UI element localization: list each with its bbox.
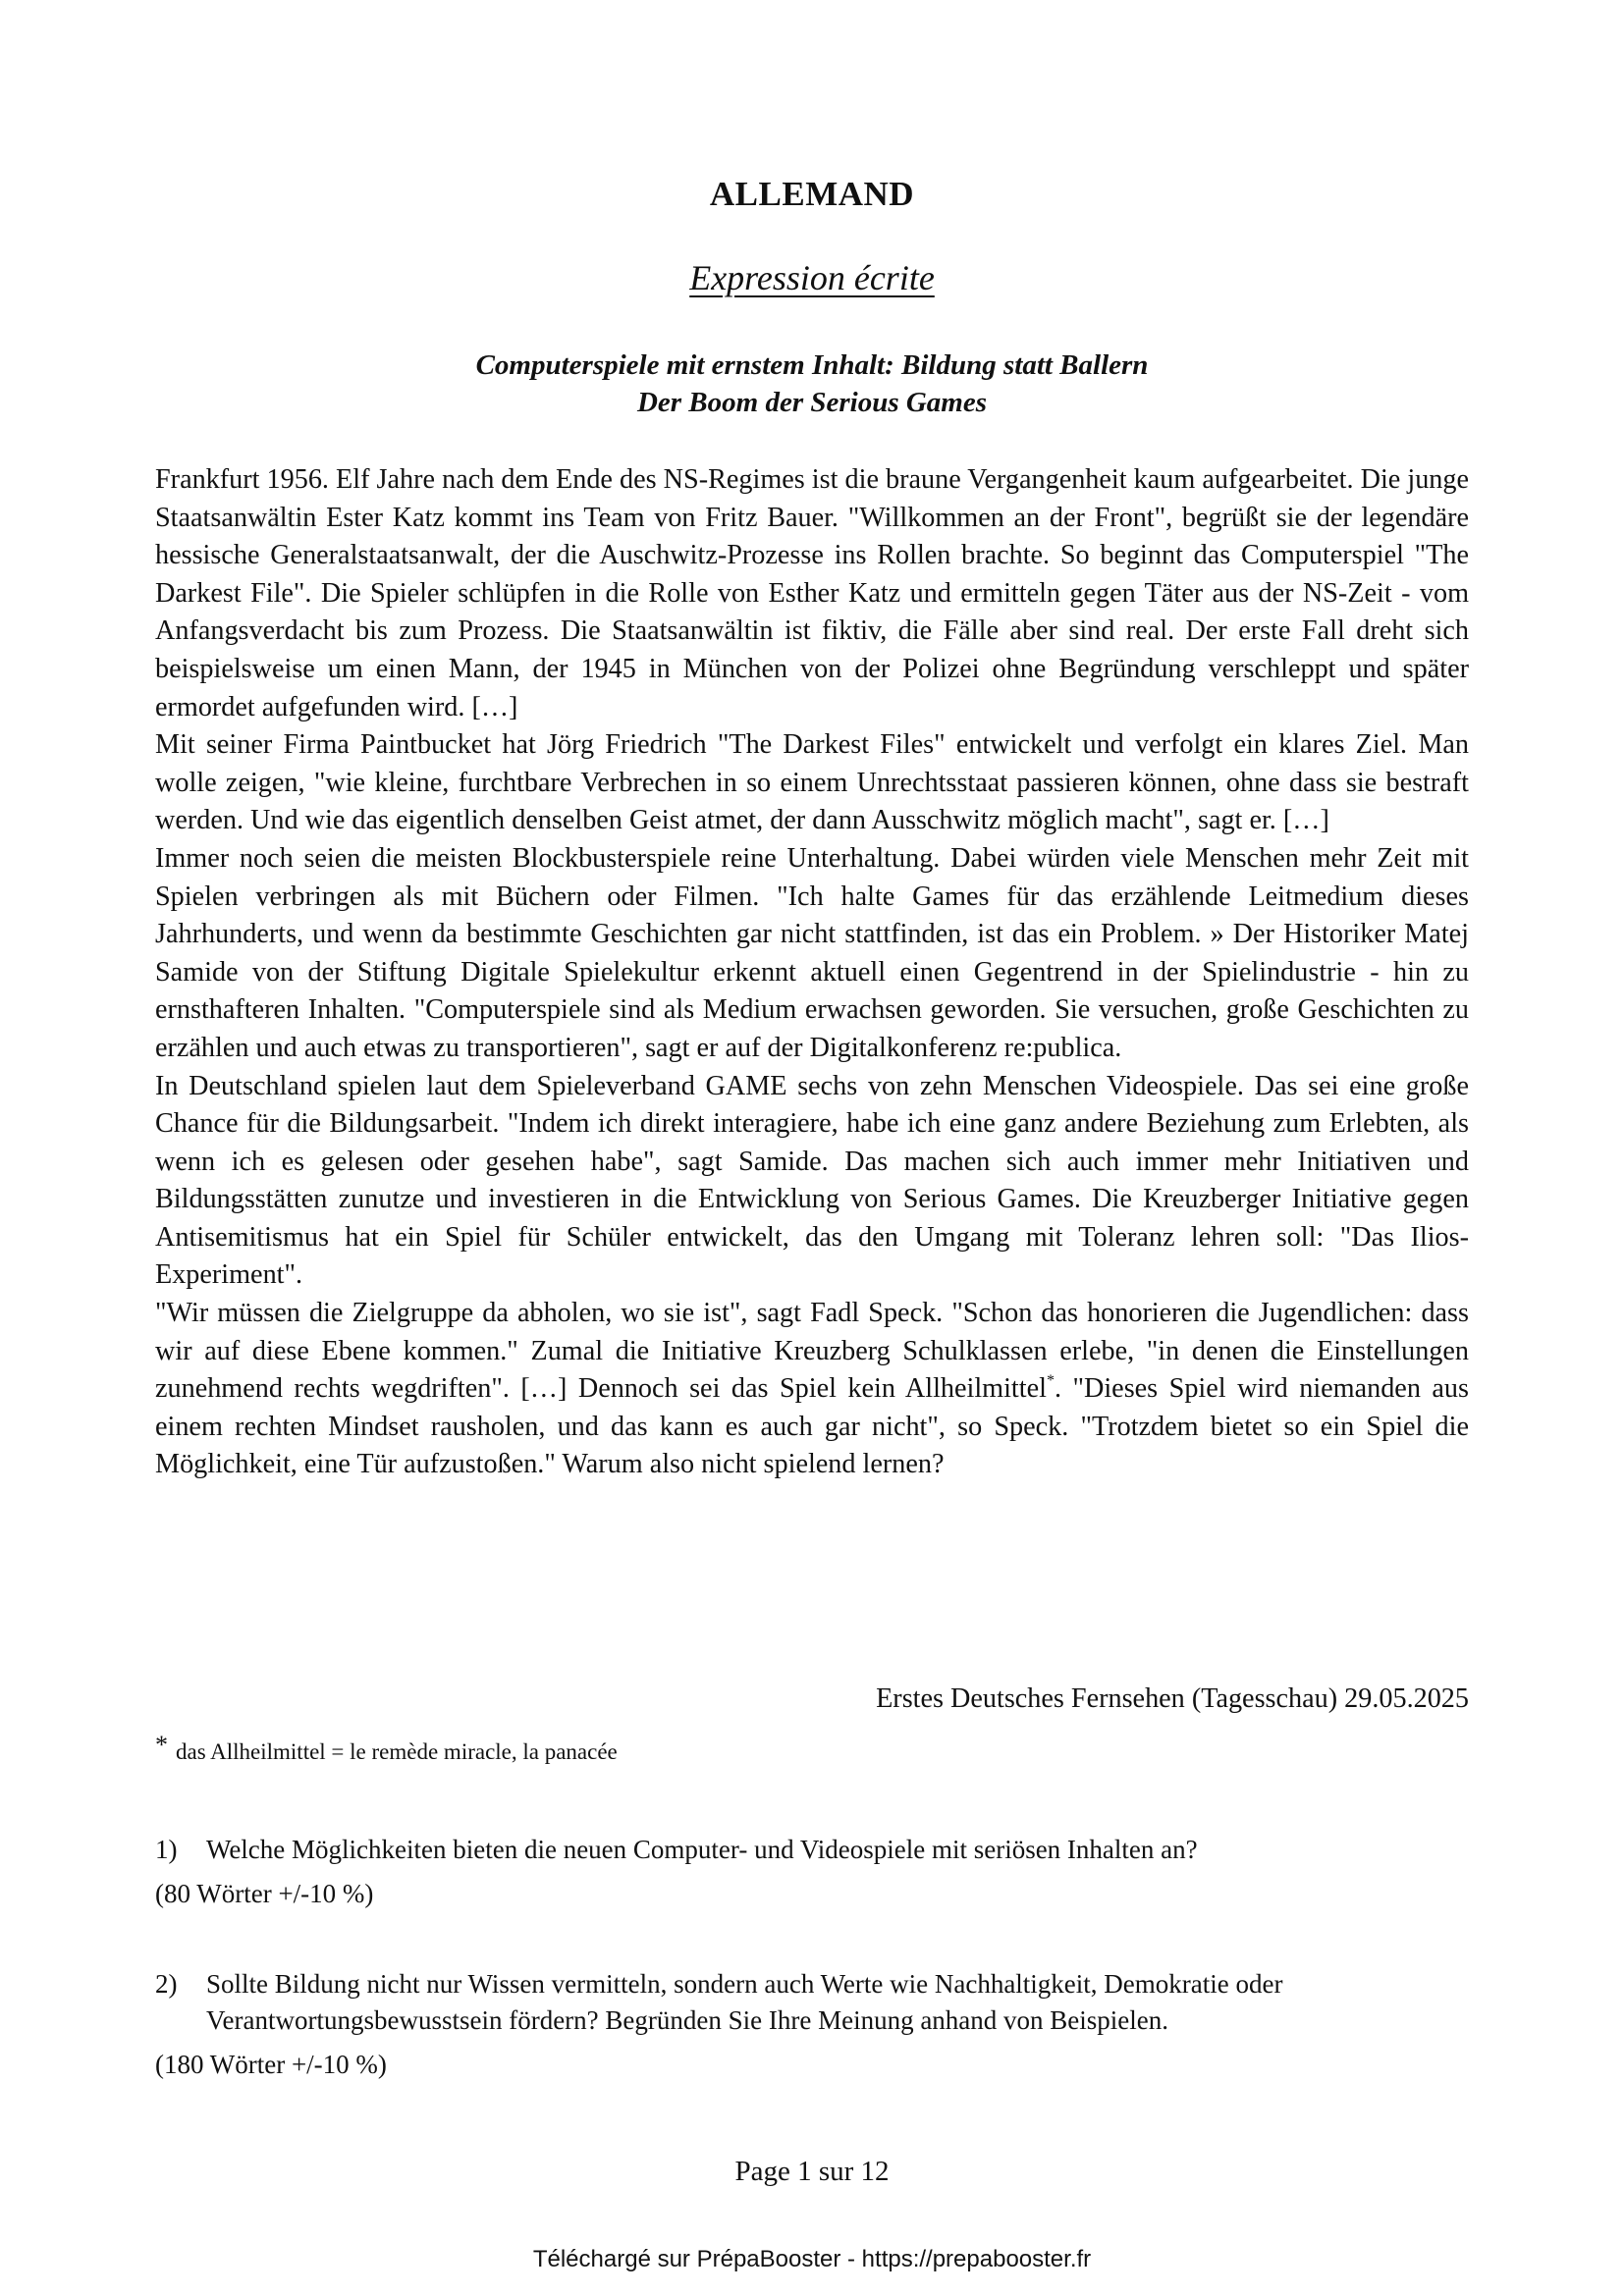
article-paragraph: Mit seiner Firma Paintbucket hat Jörg Friedrich "The Darkest Files" entwickelt und verfolgt ein klares Ziel. Man wolle zeigen, "wie kleine, furchtbare Verbrechen in so einem Unrechtsstaat passieren können, ohne dass sie bestraft werden. Und wie das eigentlich denselben Geist atmet, der dann Ausschwitz möglich macht", sagt er. […] bbox=[155, 729, 1469, 836]
article-paragraph-last bbox=[155, 1295, 1469, 1484]
article-paragraph: Immer noch seien die meisten Blockbusterspiele reine Unterhaltung. Dabei würden viele Menschen mehr Zeit mit Spielen verbringen als mit Büchern oder Filmen. "Ich halte Games für das erzählende Leitmedium dieses Jahrhunderts, und wenn da bestimmte Geschichten gar nicht stattfinden, ist das ein Problem. » Der Historiker Matej Samide von der Stiftung Digitale Spielekultur erkennt aktuell einen Gegentrend in der Spielindustrie - hin zu ernsthafteren Inhalten. "Computerspiele sind als Medium erwachsen geworden. Sie versuchen, große Geschichten zu erzählen und auch etwas zu transportieren", sagt er auf der Digitalkonferenz re:publica. bbox=[155, 842, 1469, 1063]
footnote-text: das Allheilmittel = le remède miracle, la panacée bbox=[176, 1739, 618, 1764]
article-source: Erstes Deutsches Fernsehen (Tagesschau) 29.05.2025 bbox=[876, 1683, 1469, 1714]
question-row bbox=[155, 1832, 1469, 1868]
question-text: Welche Möglichkeiten bieten die neuen Computer- und Videospiele mit seriösen Inhalten an? bbox=[206, 1835, 1198, 1864]
paragraph-text-after-mark: . "Dieses Spiel wird niemanden aus einem rechten Mindset rausholen, und das kann es auch gar nicht", so Speck. "Trotzdem bietet so ein Spiel die Möglichkeit, eine Tür aufzustoßen." Warum also nicht spielend lernen? bbox=[155, 1373, 1469, 1480]
question-number: 2) bbox=[155, 1969, 178, 1999]
paragraph-text-before-mark: "Wir müssen die Zielgruppe da abholen, wo sie ist", sagt Fadl Speck. "Schon das honorieren die Jugendlichen: dass wir auf diese Ebene kommen." Zumal die Initiative Kreuzberg Schulklassen erlebe, "in denen die Einstellungen zunehmend rechts wegdriften". […] Dennoch sei das Spiel kein Allheilmittel bbox=[155, 1298, 1469, 1405]
word-limit: (180 Wörter +/-10 %) bbox=[155, 2050, 387, 2079]
question-1 bbox=[155, 1832, 1469, 1912]
article-body bbox=[155, 461, 1469, 1484]
question-text: Sollte Bildung nicht nur Wissen vermitteln, sondern auch Werte wie Nachhaltigkeit, Demokratie oder Verantwortungsbewusstsein fördern? Begründen Sie Ihre Meinung anhand von Beispielen. bbox=[206, 1969, 1283, 2035]
page-number: Page 1 sur 12 bbox=[734, 2156, 890, 2187]
article-paragraph: Frankfurt 1956. Elf Jahre nach dem Ende des NS-Regimes ist die braune Vergangenheit kaum aufgearbeitet. Die junge Staatsanwältin Ester Katz kommt ins Team von Fritz Bauer. "Willkommen an der Front", begrüßt sie der legendäre hessische Generalstaatsanwalt, der die Auschwitz-Prozesse ins Rollen brachte. So beginnt das Computerspiel "The Darkest File". Die Spieler schlüpfen in die Rolle von Esther Katz und ermitteln gegen Täter aus der NS-Zeit - vom Anfangsverdacht bis zum Prozess. Die Staatsanwältin ist fiktiv, die Fälle aber sind real. Der erste Fall dreht sich beispielsweise um einen Mann, der 1945 in München von der Polizei ohne Begründung verschleppt und später ermordet aufgefunden wird. […] bbox=[155, 464, 1469, 722]
article-paragraph: In Deutschland spielen laut dem Spieleverband GAME sechs von zehn Menschen Videospiele. Das sei eine große Chance für die Bildungsarbeit. "Indem ich direkt interagiere, habe ich eine ganz andere Beziehung zum Erlebten, als wenn ich es gelesen oder gesehen habe", sagt Samide. Das machen sich auch immer mehr Initiativen und Bildungsstätten zunutze und investieren in die Entwicklung von Serious Games. Die Kreuzberger Initiative gegen Antisemitismus hat ein Spiel für Schüler entwickelt, das den Umgang mit Toleranz lehren soll: "Das Ilios-Experiment". bbox=[155, 1070, 1469, 1291]
word-limit: (80 Wörter +/-10 %) bbox=[155, 1879, 374, 1908]
question-2 bbox=[155, 1966, 1469, 2083]
exercise-title: Expression écrite bbox=[689, 258, 935, 297]
article-title: Computerspiele mit ernstem Inhalt: Bildung statt Ballern bbox=[475, 349, 1149, 381]
footnote-reference-mark: * bbox=[1046, 1372, 1055, 1390]
download-note: Téléchargé sur PrépaBooster - https://prepabooster.fr bbox=[532, 2246, 1092, 2272]
question-number: 1) bbox=[155, 1835, 178, 1864]
subject-title: ALLEMAND bbox=[709, 175, 915, 213]
article-headline bbox=[0, 347, 1624, 421]
question-row bbox=[155, 1966, 1469, 2039]
footnote-mark: * bbox=[155, 1731, 168, 1759]
article-subtitle: Der Boom der Serious Games bbox=[636, 387, 988, 418]
footnote bbox=[155, 1729, 618, 1769]
